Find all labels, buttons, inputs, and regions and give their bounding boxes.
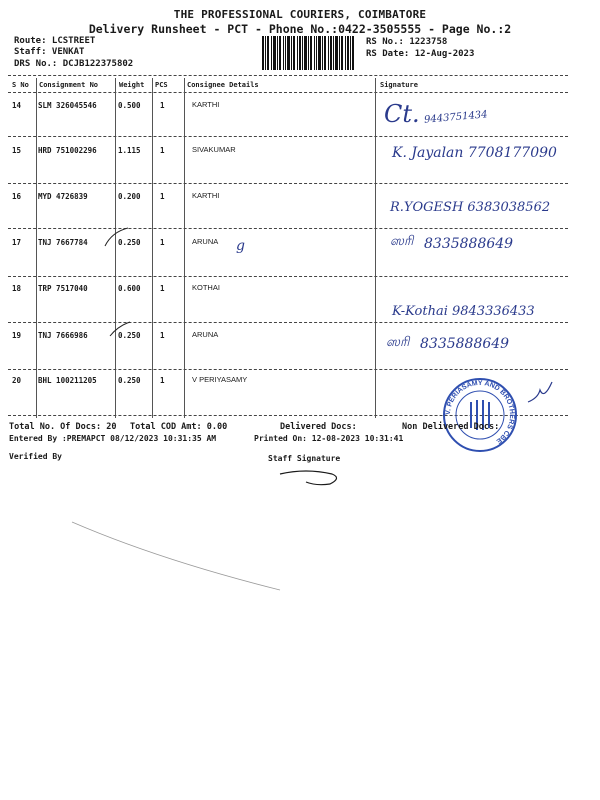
staff-signature-scribble: [276, 466, 346, 488]
row-sno: 15: [12, 146, 22, 155]
tick-marks: [100, 224, 140, 364]
row-weight: 1.115: [118, 146, 141, 155]
col-header-consignment: Consignment No: [39, 81, 99, 89]
total-docs: Total No. Of Docs: 20: [9, 422, 117, 432]
staff-signature-label: Staff Signature: [268, 454, 341, 463]
header-rule: [8, 92, 568, 93]
row-pcs: 1: [160, 331, 165, 340]
row-pcs: 1: [160, 376, 165, 385]
row-consignee: KARTHI: [192, 191, 220, 200]
row-consignment: HRD 751002296: [38, 146, 97, 155]
row-sno: 18: [12, 284, 22, 293]
row-consignee: KOTHAI: [192, 283, 220, 292]
row-consignee: V PERIYASAMY: [192, 375, 248, 384]
handwritten-tick-mark: g: [236, 238, 245, 254]
row-weight: 0.250: [118, 376, 141, 385]
tamil-signature-mark: ஸரி: [386, 335, 410, 350]
rs-date: RS Date: 12-Aug-2023: [366, 49, 475, 59]
row-sno: 17: [12, 238, 22, 247]
row-rule: [8, 369, 568, 370]
row-signature: K. Jayalan 7708177090: [392, 145, 557, 161]
rs-number: RS No.: 1223758: [366, 37, 448, 47]
row-consignee: SIVAKUMAR: [192, 145, 236, 154]
row-consignment: TRP 7517040: [38, 284, 88, 293]
row-consignment: TNJ 7666986: [38, 331, 88, 340]
drs-number: DRS No.: DCJB122375802: [14, 59, 134, 69]
row-pcs: 1: [160, 101, 165, 110]
total-cod: Total COD Amt: 0.00: [130, 422, 228, 432]
company-stamp: [441, 376, 519, 454]
tamil-signature-mark: ஸரி: [390, 234, 414, 249]
col-divider: [184, 78, 185, 418]
row-sno: 20: [12, 376, 22, 385]
row-weight: 0.250: [118, 331, 141, 340]
row-rule: [8, 183, 568, 184]
non-delivered-docs: Non Delivered Docs:: [402, 422, 500, 432]
row-signature: R.YOGESH 6383038562: [390, 200, 551, 215]
row-consignment: TNJ 7667784: [38, 238, 88, 247]
entered-by: Entered By :PREMAPCT 08/12/2023 10:31:35 AM: [9, 434, 217, 443]
row-rule: [8, 322, 568, 323]
row-weight: 0.250: [118, 238, 141, 247]
runsheet-title: Delivery Runsheet - PCT - Phone No.:0422-3505555 - Page No.:2: [88, 22, 512, 36]
scan-artifact-line: [70, 520, 290, 600]
row-pcs: 1: [160, 284, 165, 293]
row-signature: 8335888649: [424, 236, 514, 252]
row-rule: [8, 276, 568, 277]
col-header-signature: Signature: [380, 81, 418, 89]
row-weight: 0.500: [118, 101, 141, 110]
col-header-consignee: Consignee Details: [187, 81, 259, 89]
route-label: Route: LCSTREET: [14, 36, 96, 46]
row-consignee: KARTHI: [192, 100, 220, 109]
row-consignment: SLM 326045546: [38, 101, 97, 110]
row-sno: 14: [12, 101, 22, 110]
handwritten-signature-mark: Ct.: [384, 100, 420, 128]
row-weight: 0.600: [118, 284, 141, 293]
row-rule: [8, 136, 568, 137]
row-rule: [8, 228, 568, 229]
row-pcs: 1: [160, 146, 165, 155]
row-signature: K-Kothai 9843336433: [392, 304, 535, 319]
row-pcs: 1: [160, 192, 165, 201]
row-signature: 8335888649: [420, 336, 510, 352]
delivered-docs: Delivered Docs:: [280, 422, 357, 432]
row-sno: 16: [12, 192, 22, 201]
row-pcs: 1: [160, 238, 165, 247]
row-consignment: BHL 100211205: [38, 376, 97, 385]
row-sno: 19: [12, 331, 22, 340]
row-consignment: MYD 4726839: [38, 192, 88, 201]
row-consignee: ARUNA: [192, 330, 219, 339]
col-divider: [36, 78, 37, 418]
row-signature: 9443751434: [423, 109, 488, 126]
barcode: [262, 36, 354, 70]
row-weight: 0.200: [118, 192, 141, 201]
col-divider: [152, 78, 153, 418]
company-name: THE PROFESSIONAL COURIERS, COIMBATORE: [173, 8, 427, 21]
printed-on: Printed On: 12-08-2023 10:31:41: [254, 434, 404, 443]
staff-label: Staff: VENKAT: [14, 47, 85, 57]
col-header-sno: S No: [12, 81, 29, 89]
stamp-text: V. PERIASAMY AND BROTHERS CBE: [444, 379, 516, 445]
signature-flourish: [526, 380, 554, 408]
verified-by: Verified By: [9, 452, 62, 461]
col-divider: [375, 78, 376, 418]
col-header-pcs: PCS: [155, 81, 168, 89]
row-consignee: ARUNA: [192, 237, 219, 246]
col-header-weight: Weight: [119, 81, 145, 89]
table-top-rule: [8, 75, 568, 76]
